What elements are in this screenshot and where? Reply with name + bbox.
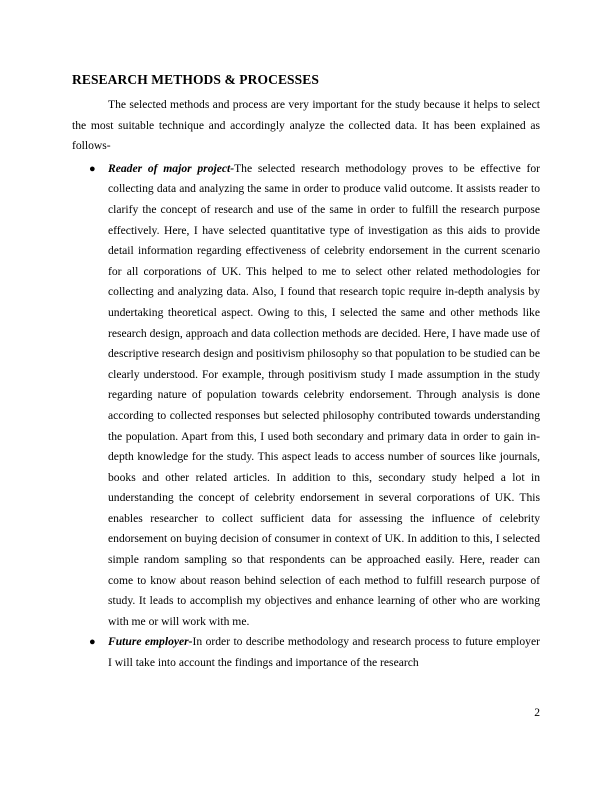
bullet-icon: ●	[89, 636, 96, 649]
intro-paragraph: The selected methods and process are very important for the study because it helps to select the most suitable technique and accordingly analyze the collected data. It has been explained as follows-	[72, 98, 540, 153]
bullet-item-employer	[72, 632, 540, 673]
bullet-list	[72, 159, 540, 674]
page-content	[72, 70, 540, 674]
bullet-text: The selected research methodology proves to be effective for collecting data and analyzing the same in order to produce valid outcome. It assists reader to clarify the concept of research and use of the same in order to fulfill the research purpose effectively. Here, I have selected quantitative type of investigation as this aids to provide detail information regarding effectiveness of celebrity endorsement in the current scenario for all corporations of UK. This helped to me to select other related methodologies for collecting and analyzing data. Also, I found that research topic require in-depth analysis by undertaking theoretical aspect. Owing to this, I selected the same and other methods like research design, approach and data collection methods are decided. Here, I have made use of descriptive research design and positivism philosophy so that population to be studied can be clearly understood. For example, through positivism study I made assumption in the study regarding nature of population towards celebrity endorsement. Through analysis is done according to collected responses but selected philosophy contributed towards understanding the population. Apart from this, I used both secondary and primary data in order to gain in-depth knowledge for the study. This aspect leads to access number of sources like journals, books and other related articles. In addition to this, secondary study helped a lot in understanding the concept of celebrity endorsement in several corporations of UK. This enables researcher to collect sufficient data for assessing the influence of celebrity endorsement on buying decision of consumer in context of UK. In addition to this, I selected simple random sampling so that respondents can be approached easily. Here, reader can come to know about reason behind selection of each method to fulfill research purpose of study. It leads to accomplish my objectives and enhance learning of other who are working with me or will work with me.	[108, 161, 540, 628]
section-heading: RESEARCH METHODS & PROCESSES	[72, 72, 319, 87]
bullet-term: Future employer-	[108, 635, 193, 649]
page-number: 2	[534, 706, 540, 719]
bullet-text: In order to describe methodology and research process to future employer I will take into account the findings and importance of the research	[108, 635, 540, 670]
bullet-item-reader	[72, 159, 540, 633]
bullet-term: Reader of major project-	[108, 161, 235, 175]
bullet-icon: ●	[89, 162, 96, 175]
